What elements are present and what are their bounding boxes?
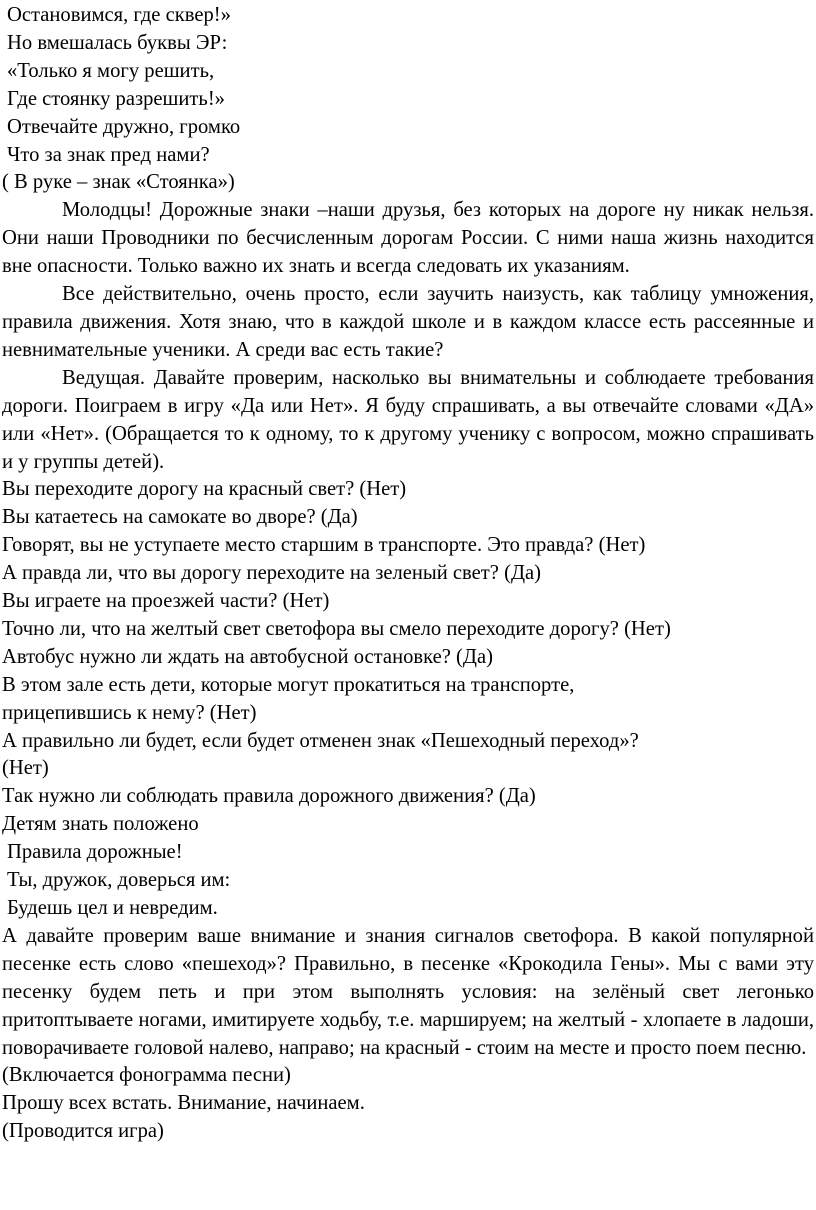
- verse-line: Но вмешалась буквы ЭР:: [7, 31, 228, 54]
- stage-note: ( В руке – знак «Стоянка»): [2, 171, 235, 194]
- paragraph-friends: Молодцы! Дорожные знаки –наши друзья, без которых на дороге ну никак нельзя. Они наши Проводники по бесчисленным дорогам России. С ними наша жизнь находится вне опасности. Только важно их знать и всегда следовать их указаниям.: [2, 199, 814, 278]
- paragraph-game: Ведущая. Давайте проверим, насколько вы внимательны и соблюдаете требования дороги. Поиграем в игру «Да или Нет». Я буду спрашивать, а вы отвечайте словами «ДА» или «Нет». (Обращается то к одному, то к другому ученику с вопросом, можно спрашивать и у группы детей).: [2, 366, 814, 473]
- question-line: (Нет): [2, 757, 49, 780]
- question-line: Вы катаетесь на самокате во дворе? (Да): [2, 506, 358, 529]
- verse-line: «Только я могу решить,: [7, 59, 215, 82]
- question-line: Точно ли, что на желтый свет светофора вы смело переходите дорогу? (Нет): [2, 617, 671, 640]
- question-line: А правильно ли будет, если будет отменен знак «Пешеходный переход»?: [2, 729, 639, 752]
- question-line: Вы переходите дорогу на красный свет? (Нет): [2, 478, 407, 501]
- paragraph-song: А давайте проверим ваше внимание и знания сигналов светофора. В какой популярной песенке есть слово «пешеход»? Правильно, в песенке «Крокодила Гены». Мы с вами эту песенку будем петь и при этом выполнять условия: на зелёный свет легонько притоптываете ногами, имитируете ходьбу, т.е. маршируем; на желтый - хлопаете в ладоши, поворачиваете головой налево, направо; на красный - стоим на месте и просто поем песню.: [2, 924, 814, 1059]
- question-line: В этом зале есть дети, которые могут прокатиться на транспорте,: [2, 673, 575, 696]
- verse-line: Что за знак пред нами?: [7, 143, 210, 166]
- question-line: прицепившись к нему? (Нет): [2, 701, 257, 724]
- paragraph-rules: Все действительно, очень просто, если заучить наизусть, как таблицу умножения, правила движения. Хотя знаю, что в каждой школе и в каждом классе есть рассеянные и невнимательные ученики. А среди вас есть такие?: [2, 283, 814, 361]
- verse-line: Будешь цел и невредим.: [7, 897, 218, 919]
- question-line: Вы играете на проезжей части? (Нет): [2, 590, 330, 613]
- verse-line: Отвечайте дружно, громко: [7, 115, 241, 138]
- question-line: Так нужно ли соблюдать правила дорожного движения? (Да): [2, 785, 536, 808]
- verse-line: Ты, дружок, доверься им:: [7, 869, 231, 892]
- stage-note: (Проводится игра): [2, 1120, 164, 1143]
- closing-call: Прошу всех встать. Внимание, начинаем.: [2, 1092, 365, 1115]
- stage-note: (Включается фонограмма песни): [2, 1064, 291, 1087]
- verse-line: Детям знать положено: [2, 813, 199, 836]
- verse-line: Остановимся, где сквер!»: [7, 4, 231, 26]
- question-line: А правда ли, что вы дорогу переходите на зеленый свет? (Да): [2, 562, 541, 585]
- question-line: Говорят, вы не уступаете место старшим в транспорте. Это правда? (Нет): [2, 534, 646, 557]
- verse-line: Правила дорожные!: [7, 841, 183, 864]
- verse-line: Где стоянку разрешить!»: [7, 87, 225, 110]
- question-line: Автобус нужно ли ждать на автобусной остановке? (Да): [2, 645, 493, 668]
